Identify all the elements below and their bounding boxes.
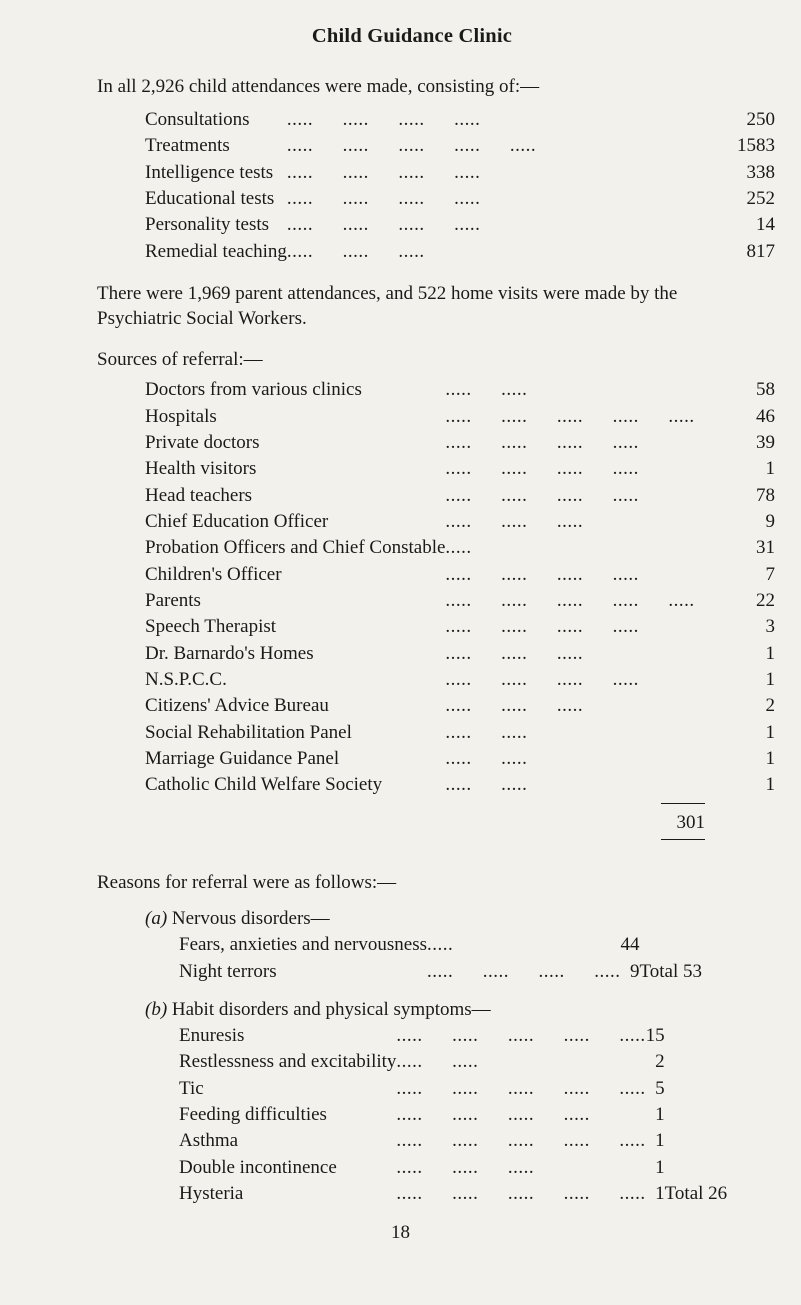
reason-group — [97, 908, 727, 985]
reason-group — [97, 999, 727, 1207]
item-value: 1 — [655, 1156, 665, 1178]
item-label: Social Rehabilitation Panel — [145, 721, 352, 743]
list-item — [145, 641, 775, 667]
dot-leader: ..... ..... — [445, 721, 528, 743]
list-item — [145, 562, 775, 588]
reasons-heading: Reasons for referral were as follows:— — [97, 872, 397, 894]
item-label: Speech Therapist — [145, 616, 277, 638]
item-label: Double incontinence — [179, 1156, 337, 1178]
item-label: Doctors from various clinics — [145, 379, 362, 401]
dot-leader: ..... ..... ..... ..... — [396, 1104, 590, 1126]
list-item — [179, 1155, 727, 1181]
list-item — [179, 1102, 727, 1128]
dot-leader: ..... ..... ..... ..... — [286, 214, 481, 236]
group-marker: (a) — [145, 908, 172, 930]
list-item — [145, 746, 775, 772]
item-value: 2 — [765, 695, 775, 717]
list-item — [145, 186, 775, 212]
item-value: 1 — [655, 1182, 665, 1204]
item-label: Health visitors — [145, 458, 257, 480]
item-value: 252 — [746, 188, 775, 210]
dot-leader: ..... ..... ..... ..... ..... — [396, 1182, 646, 1204]
item-label: Personality tests — [145, 214, 270, 236]
item-value: 22 — [756, 589, 775, 611]
item-value: 1 — [765, 721, 775, 743]
page-content — [97, 25, 775, 1207]
item-label: Chief Education Officer — [145, 511, 329, 533]
dot-leader: ..... ..... ..... ..... — [286, 161, 481, 183]
item-label: Head teachers — [145, 484, 253, 506]
item-value: 1 — [765, 458, 775, 480]
dot-leader: ..... ..... — [396, 1051, 479, 1073]
list-item — [179, 1049, 727, 1075]
list-item — [179, 1181, 727, 1207]
dot-leader: ..... ..... ..... ..... ..... — [445, 405, 695, 427]
item-label: Asthma — [179, 1130, 239, 1152]
list-item — [145, 212, 775, 238]
list-item — [145, 509, 775, 535]
item-value: 78 — [756, 484, 775, 506]
item-value: 1 — [655, 1130, 665, 1152]
dot-leader: ..... ..... — [445, 774, 528, 796]
item-total — [665, 1128, 728, 1154]
dot-leader: ..... — [445, 537, 472, 559]
item-label: Hospitals — [145, 405, 217, 427]
dot-leader: ..... ..... ..... ..... — [445, 616, 639, 638]
item-value: 1 — [765, 668, 775, 690]
item-value: 338 — [746, 161, 775, 183]
item-value: 3 — [765, 616, 775, 638]
item-total — [640, 932, 703, 958]
item-total: Total 53 — [639, 960, 703, 982]
dot-leader: ..... ..... ..... ..... — [445, 458, 639, 480]
list-item — [179, 1128, 727, 1154]
sources-heading: Sources of referral:— — [97, 349, 263, 371]
dot-leader: ..... ..... — [445, 747, 528, 769]
dot-leader: ..... ..... ..... ..... — [445, 432, 639, 454]
group-heading: (b) Habit disorders and physical symptoms— — [145, 999, 491, 1021]
item-value: 9 — [630, 960, 640, 982]
list-item — [145, 693, 775, 719]
list-item — [145, 239, 775, 265]
dot-leader: ..... ..... ..... ..... — [286, 188, 481, 210]
group-heading: (a) Nervous disorders— — [145, 908, 330, 930]
dot-leader: ..... ..... ..... ..... — [445, 484, 639, 506]
item-label: Dr. Barnardo's Homes — [145, 642, 314, 664]
item-value: 1 — [765, 642, 775, 664]
list-item — [145, 720, 775, 746]
list-item — [145, 483, 775, 509]
dot-leader: ..... ..... ..... ..... ..... — [396, 1025, 646, 1047]
item-total — [665, 1049, 728, 1075]
item-value: 15 — [645, 1025, 665, 1047]
sources-total-rule — [145, 798, 705, 812]
item-total — [665, 1102, 728, 1128]
item-total — [665, 1076, 728, 1102]
dot-leader: ..... ..... ..... — [445, 695, 584, 717]
list-item — [145, 456, 775, 482]
sources-total: 301 — [676, 812, 705, 834]
dot-leader: ..... ..... ..... ..... ..... — [396, 1130, 646, 1152]
reason-groups — [97, 908, 727, 1207]
item-value: 46 — [756, 405, 775, 427]
item-value: 58 — [756, 379, 775, 401]
item-label: Night terrors — [179, 960, 277, 982]
item-value: 2 — [655, 1051, 665, 1073]
item-value: 7 — [765, 563, 775, 585]
item-label: Parents — [145, 589, 201, 611]
dot-leader: ..... ..... ..... ..... — [427, 960, 621, 982]
list-item — [179, 932, 702, 958]
list-item — [145, 160, 775, 186]
list-item — [145, 614, 775, 640]
item-value: 1 — [655, 1104, 665, 1126]
dot-leader: ..... ..... ..... ..... ..... — [396, 1077, 646, 1099]
list-item — [145, 404, 775, 430]
item-label: Consultations — [145, 109, 250, 131]
item-label: Probation Officers and Chief Constable — [145, 537, 446, 559]
item-label: Hysteria — [179, 1182, 244, 1204]
item-value: 1583 — [737, 135, 775, 157]
dot-leader: ..... ..... ..... — [396, 1156, 535, 1178]
item-value: 1 — [765, 774, 775, 796]
list-item — [145, 588, 775, 614]
dot-leader: ..... — [427, 934, 454, 956]
item-label: Feeding difficulties — [179, 1104, 327, 1126]
dot-leader: ..... ..... ..... ..... — [445, 668, 639, 690]
list-item — [145, 133, 775, 159]
item-label: Restlessness and excitability — [179, 1051, 397, 1073]
page-number: 18 — [391, 1222, 410, 1243]
item-label: Remedial teaching — [145, 240, 287, 262]
list-item — [145, 772, 775, 798]
item-label: Fears, anxieties and nervousness — [179, 934, 427, 956]
list-item — [145, 667, 775, 693]
list-item — [179, 1076, 727, 1102]
dot-leader: ..... ..... ..... — [286, 240, 425, 262]
group-table — [179, 1023, 727, 1207]
item-value: 31 — [756, 537, 775, 559]
item-total — [665, 1155, 728, 1181]
group-marker: (b) — [145, 999, 172, 1021]
item-total — [665, 1023, 728, 1049]
item-value: 39 — [756, 432, 775, 454]
list-item — [145, 377, 775, 403]
item-label: Tic — [179, 1077, 204, 1099]
item-label: Intelligence tests — [145, 161, 274, 183]
item-label: Marriage Guidance Panel — [145, 747, 340, 769]
dot-leader: ..... ..... ..... ..... ..... — [286, 135, 537, 157]
dot-leader: ..... ..... ..... ..... — [286, 109, 481, 131]
item-value: 9 — [765, 511, 775, 533]
dot-leader: ..... ..... ..... ..... ..... — [445, 589, 695, 611]
item-label: Treatments — [145, 135, 230, 157]
list-item — [179, 1023, 727, 1049]
item-label: N.S.P.C.C. — [145, 668, 227, 690]
list-item — [145, 535, 775, 561]
item-label: Citizens' Advice Bureau — [145, 695, 329, 717]
item-label: Educational tests — [145, 188, 275, 210]
item-label: Private doctors — [145, 432, 260, 454]
item-value: 44 — [620, 934, 640, 956]
item-label: Catholic Child Welfare Society — [145, 774, 383, 796]
item-total: Total 26 — [664, 1182, 728, 1204]
item-value: 1 — [765, 747, 775, 769]
sources-total-rule-bottom — [145, 834, 705, 846]
attendances-table — [145, 107, 775, 265]
item-value: 250 — [746, 109, 775, 131]
parent-attendances-note: There were 1,969 parent attendances, and 522 home visits were made by the Psychiatric Social Workers. — [97, 282, 678, 330]
dot-leader: ..... ..... ..... — [445, 511, 584, 533]
list-item — [179, 959, 702, 985]
dot-leader: ..... ..... ..... ..... — [445, 563, 639, 585]
item-value: 14 — [756, 214, 775, 236]
dot-leader: ..... ..... — [445, 379, 528, 401]
list-item — [145, 430, 775, 456]
item-label: Children's Officer — [145, 563, 282, 585]
item-label: Enuresis — [179, 1025, 245, 1047]
item-value: 817 — [746, 240, 775, 262]
dot-leader: ..... ..... ..... — [445, 642, 584, 664]
list-item — [145, 107, 775, 133]
sources-table — [145, 377, 775, 798]
group-table — [179, 932, 702, 985]
page-title: Child Guidance Clinic — [311, 25, 513, 47]
intro-paragraph: In all 2,926 child attendances were made, consisting of:— — [97, 76, 540, 97]
item-value: 5 — [655, 1077, 665, 1099]
